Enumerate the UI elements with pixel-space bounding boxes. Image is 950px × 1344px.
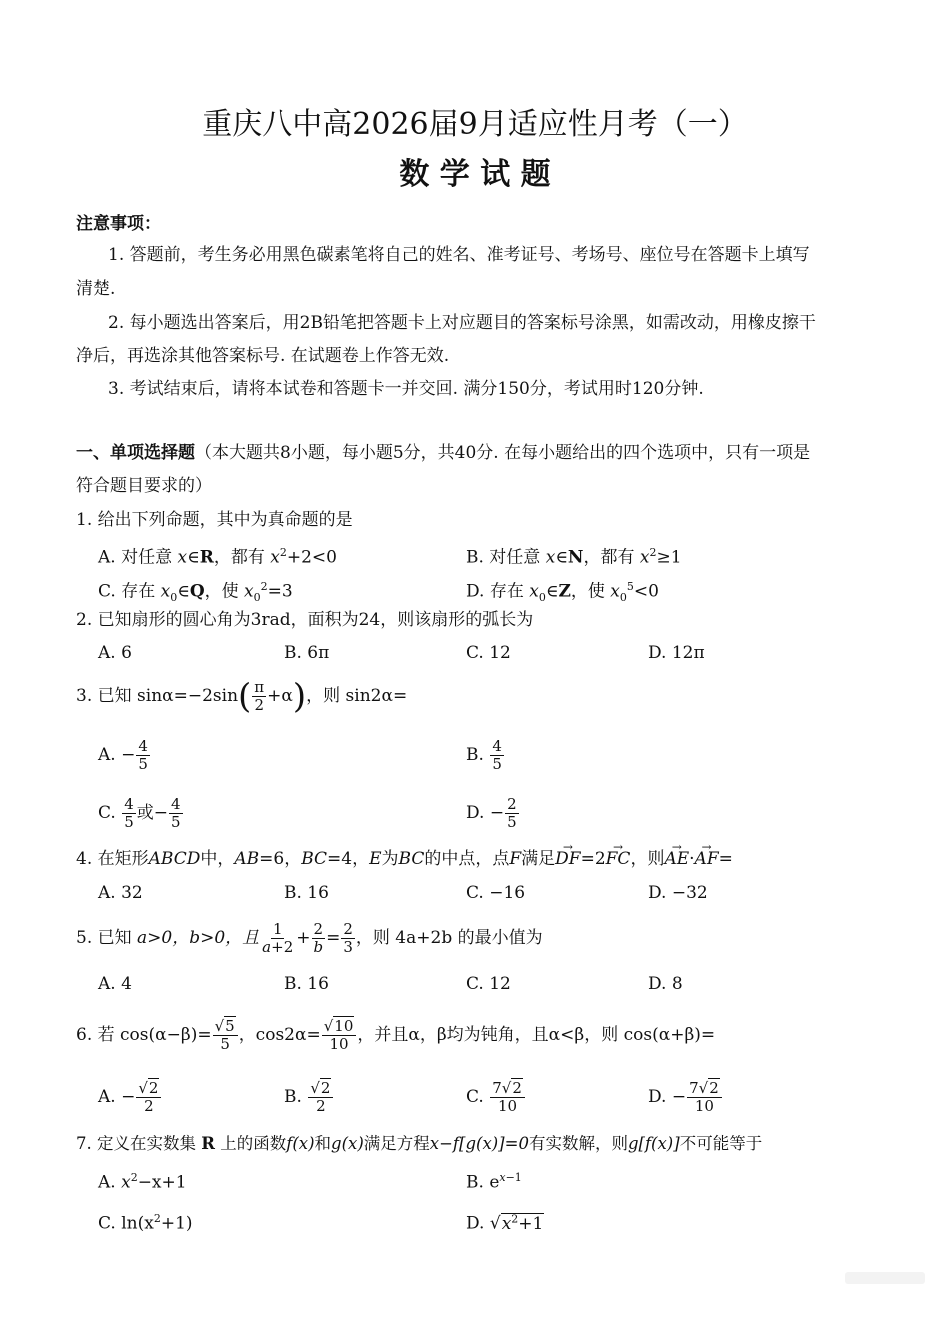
q2-option-a: A. 6 [98, 643, 132, 663]
q3-option-d: D. − $\frac{2}{5}$ [466, 795, 517, 831]
q3-stem: 3. 已知 sinα=−2sin( $\frac{\pi}{2}$ +α)，则 sin2α= [76, 676, 408, 717]
section-1-heading: 一、单项选择题 [76, 443, 195, 463]
q4-option-c: C. −16 [466, 883, 526, 903]
q5-option-b: B. 16 [284, 974, 329, 994]
q7-option-c: C. $\ln(x^2+1)$ [98, 1212, 193, 1234]
note-2-line-2: 净后，再选涂其他答案标号. 在试题卷上作答无效. [76, 346, 450, 366]
q2-stem: 2. 已知扇形的圆心角为3rad，面积为24，则该扇形的弧长为 [76, 610, 534, 630]
q5-stem: 5. 已知 a>0，b>0，且 $\frac{1}{a+2}$ + $\frac{2}{b}$ = $\frac{2}{3}$ ，则 4a+2b 的最小值为 [76, 920, 543, 956]
section-1-desc: （本大题共8小题，每小题5分，共40分. 在每小题给出的四个选项中，只有一项是 [195, 443, 811, 463]
note-2-line-1: 2. 每小题选出答案后，用2B铅笔把答题卡上对应题目的答案标号涂黑，如需改动，用橡皮擦干 [108, 313, 816, 333]
note-1-line-1: 1. 答题前，考生务必用黑色碳素笔将自己的姓名、准考证号、考场号、座位号在答题卡上填写 [108, 245, 810, 265]
q2-option-c: C. 12 [466, 643, 511, 663]
q7-option-d: D. $√x^2+1$ [466, 1212, 544, 1234]
page-title: 重庆八中高2026届9月适应性月考（一） [202, 107, 748, 142]
q6-option-c: C. $\frac{7√2}{10}$ [466, 1076, 526, 1118]
q4-option-a: A. 32 [98, 883, 143, 903]
q6-stem: 6. 若 cos(α−β)= $\frac{√5}{5}$ ，cos2α= $\frac{√10}{10}$ ，并且α，β均为钝角，且α<β，则 cos(α+β)= [76, 1017, 716, 1053]
q6-option-d: D. − $\frac{7√2}{10}$ [648, 1076, 723, 1118]
q1-option-d: D. 存在 $x_0\in Z$，使 $x_0^5<0$ [466, 580, 659, 605]
watermark [845, 1272, 925, 1284]
q1-option-c: C. 存在 $x_0\in Q$，使 $x_0^2=3$ [98, 580, 293, 605]
section-1-desc-line-2: 符合题目要求的） [76, 476, 212, 496]
note-3: 3. 考试结束后，请将本试卷和答题卡一并交回. 满分150分，考试用时120分钟. [108, 379, 704, 399]
q1-option-a: A. 对任意 x∈R，都有 $x^2+2<0$ [98, 546, 337, 568]
q4-option-d: D. −32 [648, 883, 708, 903]
q4-option-b: B. 16 [284, 883, 329, 903]
q6-option-a: A. − $\frac{√2}{2}$ [98, 1076, 162, 1118]
notes-heading: 注意事项： [76, 214, 161, 234]
q7-stem: 7. 定义在实数集 R 上的函数f(x)和g(x)满足方程x−f[g(x)]=0有实数解，则g[f(x)]不可能等于 [76, 1134, 763, 1153]
q5-option-a: A. 4 [98, 974, 132, 994]
q7-option-b: B. $e^{x-1}$ [466, 1171, 522, 1193]
note-1-line-2: 清楚. [76, 279, 116, 299]
q3-option-c: C. $\frac{4}{5}$ 或− $\frac{4}{5}$ [98, 795, 181, 831]
q3-option-a: A. − $\frac{4}{5}$ [98, 737, 148, 773]
q7-option-a: A. $x^2-x+1$ [98, 1171, 187, 1193]
q2-option-b: B. 6π [284, 643, 330, 663]
q5-option-c: C. 12 [466, 974, 511, 994]
q6-option-b: B. $\frac{√2}{2}$ [284, 1076, 334, 1118]
q4-stem: 4. 在矩形ABCD中，AB=6，BC=4，E为BC的中点，点F满足→ DF=2→ FC，则→ AE·→ AF= [76, 849, 733, 869]
q1-stem: 1. 给出下列命题，其中为真命题的是 [76, 510, 353, 530]
page-subtitle: 数 学 试 题 [399, 157, 551, 192]
q5-option-d: D. 8 [648, 974, 683, 994]
q2-option-d: D. 12π [648, 643, 705, 663]
section-1-heading-line [76, 443, 810, 463]
q3-option-b: B. $\frac{4}{5}$ [466, 737, 502, 773]
q1-option-b: B. 对任意 x∈N，都有 $x^2\ge 1$ [466, 546, 682, 568]
